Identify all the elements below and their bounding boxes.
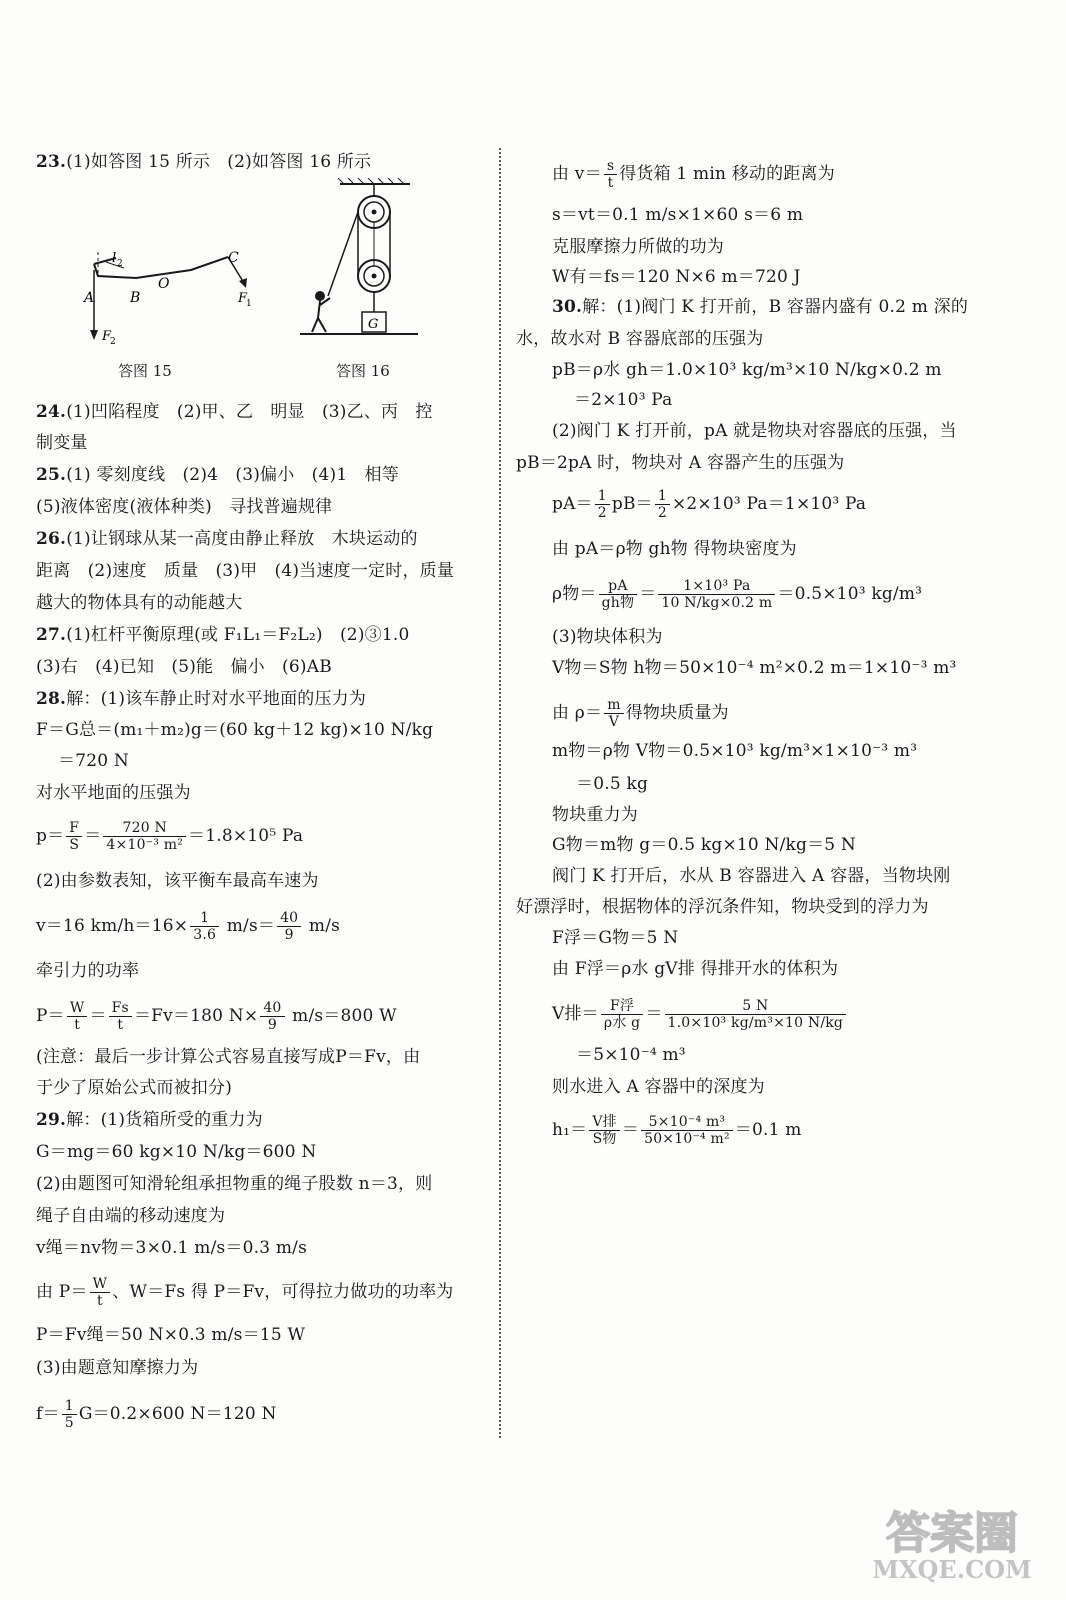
q26-line3: 越大的物体具有的动能越大 <box>36 593 243 613</box>
fraction: $\frac{m}{V}$ <box>604 697 623 730</box>
q30-line5: (2)阀门 K 打开前，pA 就是物块对容器底的压强，当 <box>552 421 957 441</box>
fraction: $\frac{1}{3.6}$ <box>190 910 219 943</box>
fraction: $\frac{pA}{\text{gh物}}$ <box>599 578 638 611</box>
label-g: G <box>368 317 379 332</box>
q29-line7: P＝Fv绳＝50 N×0.3 m/s＝15 W <box>36 1325 306 1345</box>
fraction: $\frac{\text{5×10⁻⁴ m³}}{\text{50×10⁻⁴ m²}}$ <box>641 1114 733 1147</box>
fraction: $\frac{1}{2}$ <box>595 488 610 521</box>
q23-line: 23.(1)如答图 15 所示 (2)如答图 16 所示 <box>36 152 372 172</box>
q30-line11: V物＝S物 h物＝50×10⁻⁴ m²×0.2 m＝1×10⁻³ m³ <box>552 658 957 678</box>
q29-line6: 由 P＝ $\frac{W}{t}$ 、W＝Fs 得 P＝Fv，可得拉力做功的功率为 <box>36 1276 454 1309</box>
fraction: $\frac{W}{t}$ <box>90 1276 111 1309</box>
fraction: $\frac{1}{5}$ <box>62 1398 77 1431</box>
q30-line7: pA＝ $\frac{1}{2}$ pB＝ $\frac{1}{2}$ ×2×10³ Pa＝1×10³ Pa <box>552 488 867 521</box>
q28-line6: (2)由参数表知，该平衡车最高车速为 <box>36 871 319 891</box>
q30-line21: V排＝ $\frac{\text{F浮}}{\text{ρ水 g}}$ ＝ $\frac{5 N}{\text{1.0×10³ kg/m³×10 N/kg}}$ <box>552 998 848 1031</box>
fraction: $\frac{5 N}{\text{1.0×10³ kg/m³×10 N/kg}}$ <box>665 998 847 1031</box>
q28-line1: 28.解：(1)该车静止时对水平地面的压力为 <box>36 689 367 709</box>
fraction: $\frac{W}{t}$ <box>67 1000 88 1033</box>
fraction: $\frac{Fs}{t}$ <box>109 1000 132 1033</box>
label-l2: l <box>112 251 117 266</box>
q30-line14: ＝0.5 kg <box>576 774 649 794</box>
fraction: $\frac{\text{1×10³ Pa}}{10 N/kg\times 0.2 m}$ <box>658 578 775 611</box>
label-f1-sub: 1 <box>246 299 252 309</box>
q29-line5: v绳＝nv物＝3×0.1 m/s＝0.3 m/s <box>36 1238 308 1258</box>
q30-line19: F浮＝G物＝5 N <box>552 928 679 948</box>
watermark-logo <box>872 1498 1032 1584</box>
q25-line2: (5)液体密度(液体种类) 寻找普遍规律 <box>36 497 333 517</box>
q27-line1: 27.(1)杠杆平衡原理(或 F₁L₁＝F₂L₂) (2)③1.0 <box>36 625 410 645</box>
q30-line6: pB＝2pA 时，物块对 A 容器产生的压强为 <box>516 453 845 473</box>
q29-line2: G＝mg＝60 kg×10 N/kg＝600 N <box>36 1142 317 1162</box>
fraction: $\frac{40}{9}$ <box>277 910 301 943</box>
fig16-caption: 答图 16 <box>336 362 390 380</box>
watermark-top-text: 答案圈 <box>886 1508 1018 1559</box>
q28-line2: F＝G总＝(m₁＋m₂)g＝(60 kg＋12 kg)×10 N/kg <box>36 720 434 740</box>
fraction: $\frac{40}{9}$ <box>260 1000 284 1033</box>
q28-line8: 牵引力的功率 <box>36 961 140 981</box>
q30-line16: G物＝m物 g＝0.5 kg×10 N/kg＝5 N <box>552 835 856 855</box>
label-c: C <box>228 250 239 266</box>
q29-line8: (3)由题意知摩擦力为 <box>36 1358 199 1378</box>
q27-line2: (3)右 (4)已知 (5)能 偏小 (6)AB <box>36 657 332 677</box>
fraction: $\frac{\text{F浮}}{\text{ρ水 g}}$ <box>601 998 643 1031</box>
q29-line1: 29.解：(1)货箱所受的重力为 <box>36 1110 263 1130</box>
q30-line20: 由 F浮＝ρ水 gV排 得排开水的体积为 <box>552 959 839 979</box>
q24-line1: 24.(1)凹陷程度 (2)甲、乙 明显 (3)乙、丙 控 <box>36 402 433 422</box>
r-line3: 克服摩擦力所做的功为 <box>552 237 724 257</box>
q30-line4: ＝2×10³ Pa <box>574 390 673 410</box>
q26-line2: 距离 (2)速度 质量 (3)甲 (4)当速度一定时，质量 <box>36 561 455 581</box>
q28-line4: 对水平地面的压强为 <box>36 783 191 803</box>
label-f2-sub: 2 <box>110 337 116 347</box>
label-b: B <box>130 290 141 306</box>
label-a: A <box>84 290 95 306</box>
lever-diagram <box>76 240 266 355</box>
r-line1: 由 v＝ $\frac{s}{t}$ 得货箱 1 min 移动的距离为 <box>552 158 835 191</box>
q30-line22: ＝5×10⁻⁴ m³ <box>576 1045 686 1065</box>
q28-line3: ＝720 N <box>58 751 129 771</box>
q30-line23: 则水进入 A 容器中的深度为 <box>552 1077 765 1097</box>
label-f1: F <box>238 291 248 306</box>
pulley-diagram <box>298 178 428 348</box>
fraction: $\frac{\text{V排}}{\text{S物}}$ <box>589 1114 620 1147</box>
fraction: $\frac{F}{S}$ <box>66 820 82 853</box>
q26-line1: 26.(1)让钢球从某一高度由静止释放 木块运动的 <box>36 529 418 549</box>
label-l2-sub: 2 <box>117 259 123 269</box>
q29-line4: 绳子自由端的移动速度为 <box>36 1206 226 1226</box>
q30-line15: 物块重力为 <box>552 805 638 825</box>
q29-line3: (2)由题图可知滑轮组承担物重的绳子股数 n＝3，则 <box>36 1174 433 1194</box>
q28-speed-formula: v＝16 km/h＝16× $\frac{1}{3.6}$ m/s＝ $\frac{40}{9}$ m/s <box>36 910 341 943</box>
fraction: $\frac{s}{t}$ <box>604 158 617 191</box>
q30-line17: 阀门 K 打开后，水从 B 容器进入 A 容器，当物块刚 <box>552 866 951 886</box>
q28-note1: (注意：最后一步计算公式容易直接写成P＝Fv，由 <box>36 1047 421 1067</box>
fraction: $\frac{1}{2}$ <box>655 488 670 521</box>
fraction: $\frac{720 N}{\text{4×10⁻³ m²}}$ <box>103 820 186 853</box>
q28-note2: 于少了原始公式而被扣分) <box>36 1078 233 1098</box>
label-f2: F <box>102 329 112 344</box>
q30-line10: (3)物块体积为 <box>552 627 663 647</box>
q30-line12: 由 ρ＝ $\frac{m}{V}$ 得物块质量为 <box>552 697 729 730</box>
r-line4: W有＝fs＝120 N×6 m＝720 J <box>552 267 801 287</box>
q30-line2: 水，故水对 B 容器底部的压强为 <box>516 329 764 349</box>
q30-line3: pB＝ρ水 gh＝1.0×10³ kg/m³×10 N/kg×0.2 m <box>552 360 942 380</box>
q28-power-formula: P＝ $\frac{W}{t}$ ＝ $\frac{Fs}{t}$ ＝Fv＝180 N× $\frac{40}{9}$ m/s＝800 W <box>36 1000 397 1033</box>
q30-line13: m物＝ρ物 V物＝0.5×10³ kg/m³×1×10⁻³ m³ <box>552 741 918 761</box>
q30-line9: ρ物＝ $\frac{pA}{\text{gh物}}$ ＝ $\frac{\text{1×10³ Pa}}{10 N/kg\times 0.2 m}$ ＝0.5×10³ kg/m³ <box>552 578 923 611</box>
label-o: O <box>158 276 170 292</box>
q25-line1: 25.(1) 零刻度线 (2)4 (3)偏小 (4)1 相等 <box>36 465 399 485</box>
q30-line1: 30.解：(1)阀门 K 打开前，B 容器内盛有 0.2 m 深的 <box>552 297 969 317</box>
q30-line18: 好漂浮时，根据物体的浮沉条件知，物块受到的浮力为 <box>516 897 929 917</box>
q29-line9: f＝ $\frac{1}{5}$ G＝0.2×600 N＝120 N <box>36 1398 277 1431</box>
q30-line8: 由 pA＝ρ物 gh物 得物块密度为 <box>552 539 797 559</box>
column-divider <box>499 148 501 1438</box>
watermark-bottom-text: MXQE.COM <box>872 1555 1032 1584</box>
fig15-caption: 答图 15 <box>118 362 172 380</box>
q30-line24: h₁＝ $\frac{\text{V排}}{\text{S物}}$ ＝ $\frac{\text{5×10⁻⁴ m³}}{\text{50×10⁻⁴ m²}}$ ＝0.1 m <box>552 1114 802 1147</box>
q24-line2: 制变量 <box>36 433 88 453</box>
r-line2: s＝vt＝0.1 m/s×1×60 s＝6 m <box>552 205 804 225</box>
q28-pressure-formula: p＝ $\frac{F}{S}$ ＝ $\frac{720 N}{\text{4×10⁻³ m²}}$ ＝1.8×10⁵ Pa <box>36 820 304 853</box>
